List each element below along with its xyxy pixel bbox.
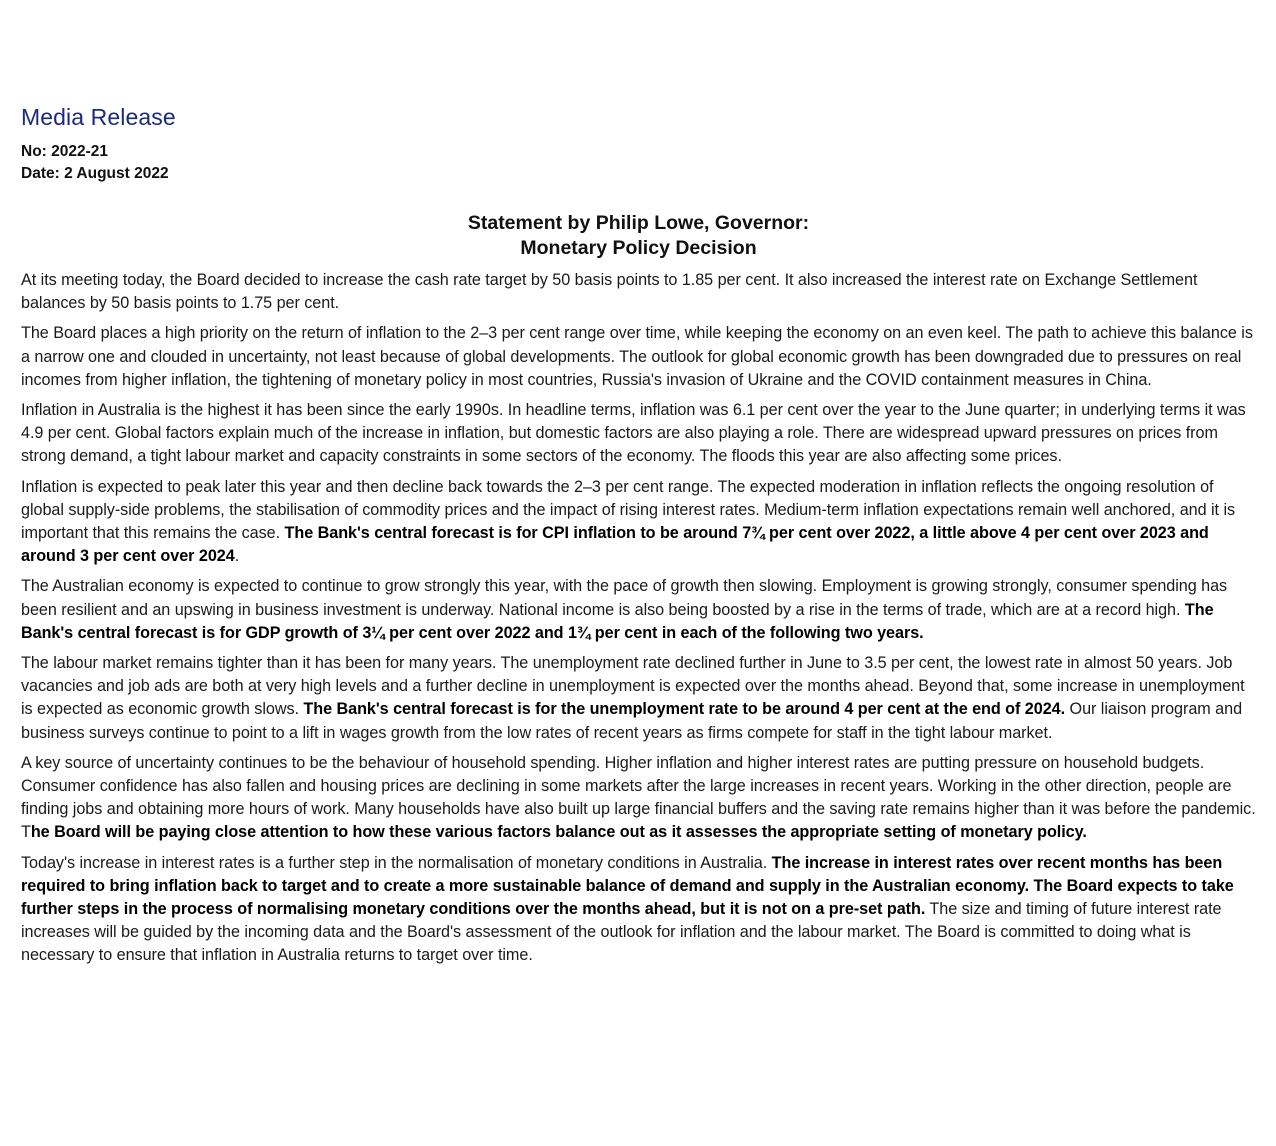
paragraph-text-end: Our liaison program and business surveys continue to point to a lift in wages growth from the low rates of recent years as firms compete for staff in the tight labour market. [21, 700, 1243, 742]
paragraph-text: Today's increase in interest rates is a further step in the normalisation of monetary conditions in Australia. [21, 853, 772, 872]
statement-title-line2: Monetary Policy Decision [520, 237, 757, 259]
paragraph-text-end: . [234, 547, 240, 566]
paragraph-6 [21, 652, 1256, 745]
paragraph-text: The Board places a high priority on the return of inflation to the 2–3 per cent range over time, while keeping the economy on an even keel. The path to achieve this balance is a narrow one and clouded in uncertainty, not least because of global developments. The outlook for global economic growth has been downgraded due to pressures on real incomes from higher inflation, the tightening of monetary policy in most countries, Russia's invasion of Ukraine and the COVID containment measures in China. [21, 324, 1253, 389]
paragraph-4 [21, 476, 1256, 569]
release-date: Date: 2 August 2022 [21, 165, 169, 182]
paragraph-text: The labour market remains tighter than it has been for many years. The unemployment rate declined further in June to 3.5 per cent, the lowest rate in almost 50 years. Job vacancies and job ads are both at very high levels and a further decline in unemployment is expected over the months ahead. Beyond that, some increase in unemployment is expected as economic growth slows. [21, 654, 1245, 719]
paragraph-emphasis: The Bank's central forecast is for CPI inflation to be around 7¾ per cent over 2022, a little above 4 per cent over 2023 and around 3 per cent over 2024 [21, 524, 1209, 566]
paragraph-5 [21, 575, 1256, 645]
release-meta [21, 141, 1256, 185]
paragraph-7 [21, 752, 1256, 845]
paragraph-emphasis: The increase in interest rates over recent months has been required to bring inflation back to target and to create a more sustainable balance of demand and supply in the Australian economy. The Board expects to take further steps in the process of normalising monetary conditions over the months ahead, but it is not on a pre-set path. [21, 853, 1234, 919]
statement-title-line1: Statement by Philip Lowe, Governor: [467, 212, 810, 234]
paragraph-emphasis: The Bank's central forecast is for the unemployment rate to be around 4 per cent at the end of 2024. [303, 700, 1066, 719]
paragraph-emphasis: The Bank's central forecast is for GDP growth of 3¼ per cent over 2022 and 1¾ per cent in each of the following two years. [21, 600, 1214, 642]
release-title: Media Release [21, 104, 176, 130]
statement-title [21, 211, 1256, 261]
paragraph-emphasis: he Board will be paying close attention to how these various factors balance out as it assesses the appropriate setting of monetary policy. [30, 823, 1087, 842]
paragraph-text: A key source of uncertainty continues to be the behaviour of household spending. Higher inflation and higher interest rates are putting pressure on household budgets. Consumer confidence has also fallen and housing prices are declining in some markets after the large increases in recent years. Working in the other direction, people are finding jobs and obtaining more hours of work. Many households have also built up large financial buffers and the saving rate remains higher than it was before the pandemic. T [21, 753, 1256, 842]
statement-body [21, 269, 1256, 968]
paragraph-8 [21, 852, 1256, 968]
paragraph-3 [21, 399, 1256, 469]
paragraph-text: Inflation in Australia is the highest it has been since the early 1990s. In headline terms, inflation was 6.1 per cent over the year to the June quarter; in underlying terms it was 4.9 per cent. Global factors explain much of the increase in inflation, but domestic factors are also playing a role. There are widespread upward pressures on prices from strong demand, a tight labour market and capacity constraints in some sectors of the economy. The floods this year are also affecting some prices. [21, 401, 1246, 466]
paragraph-1 [21, 269, 1256, 315]
paragraph-text-end: The size and timing of future interest rate increases will be guided by the incoming data and the Board's assessment of the outlook for inflation and the labour market. The Board is committed to doing what is necessary to ensure that inflation in Australia returns to target over time. [21, 900, 1222, 965]
paragraph-text: At its meeting today, the Board decided to increase the cash rate target by 50 basis points to 1.85 per cent. It also increased the interest rate on Exchange Settlement balances by 50 basis points to 1.75 per cent. [21, 271, 1198, 313]
paragraph-text: The Australian economy is expected to continue to grow strongly this year, with the pace of growth then slowing. Employment is growing strongly, consumer spending has been resilient and an upswing in business investment is underway. National income is also being boosted by a rise in the terms of trade, which are at a record high. [21, 577, 1228, 619]
paragraph-2 [21, 322, 1256, 392]
paragraph-text: Inflation is expected to peak later this year and then decline back towards the 2–3 per cent range. The expected moderation in inflation reflects the ongoing resolution of global supply-side problems, the stabilisation of commodity prices and the impact of rising interest rates. Medium-term inflation expectations remain well anchored, and it is important that this remains the case. [21, 477, 1236, 543]
release-number: No: 2022-21 [21, 143, 109, 160]
